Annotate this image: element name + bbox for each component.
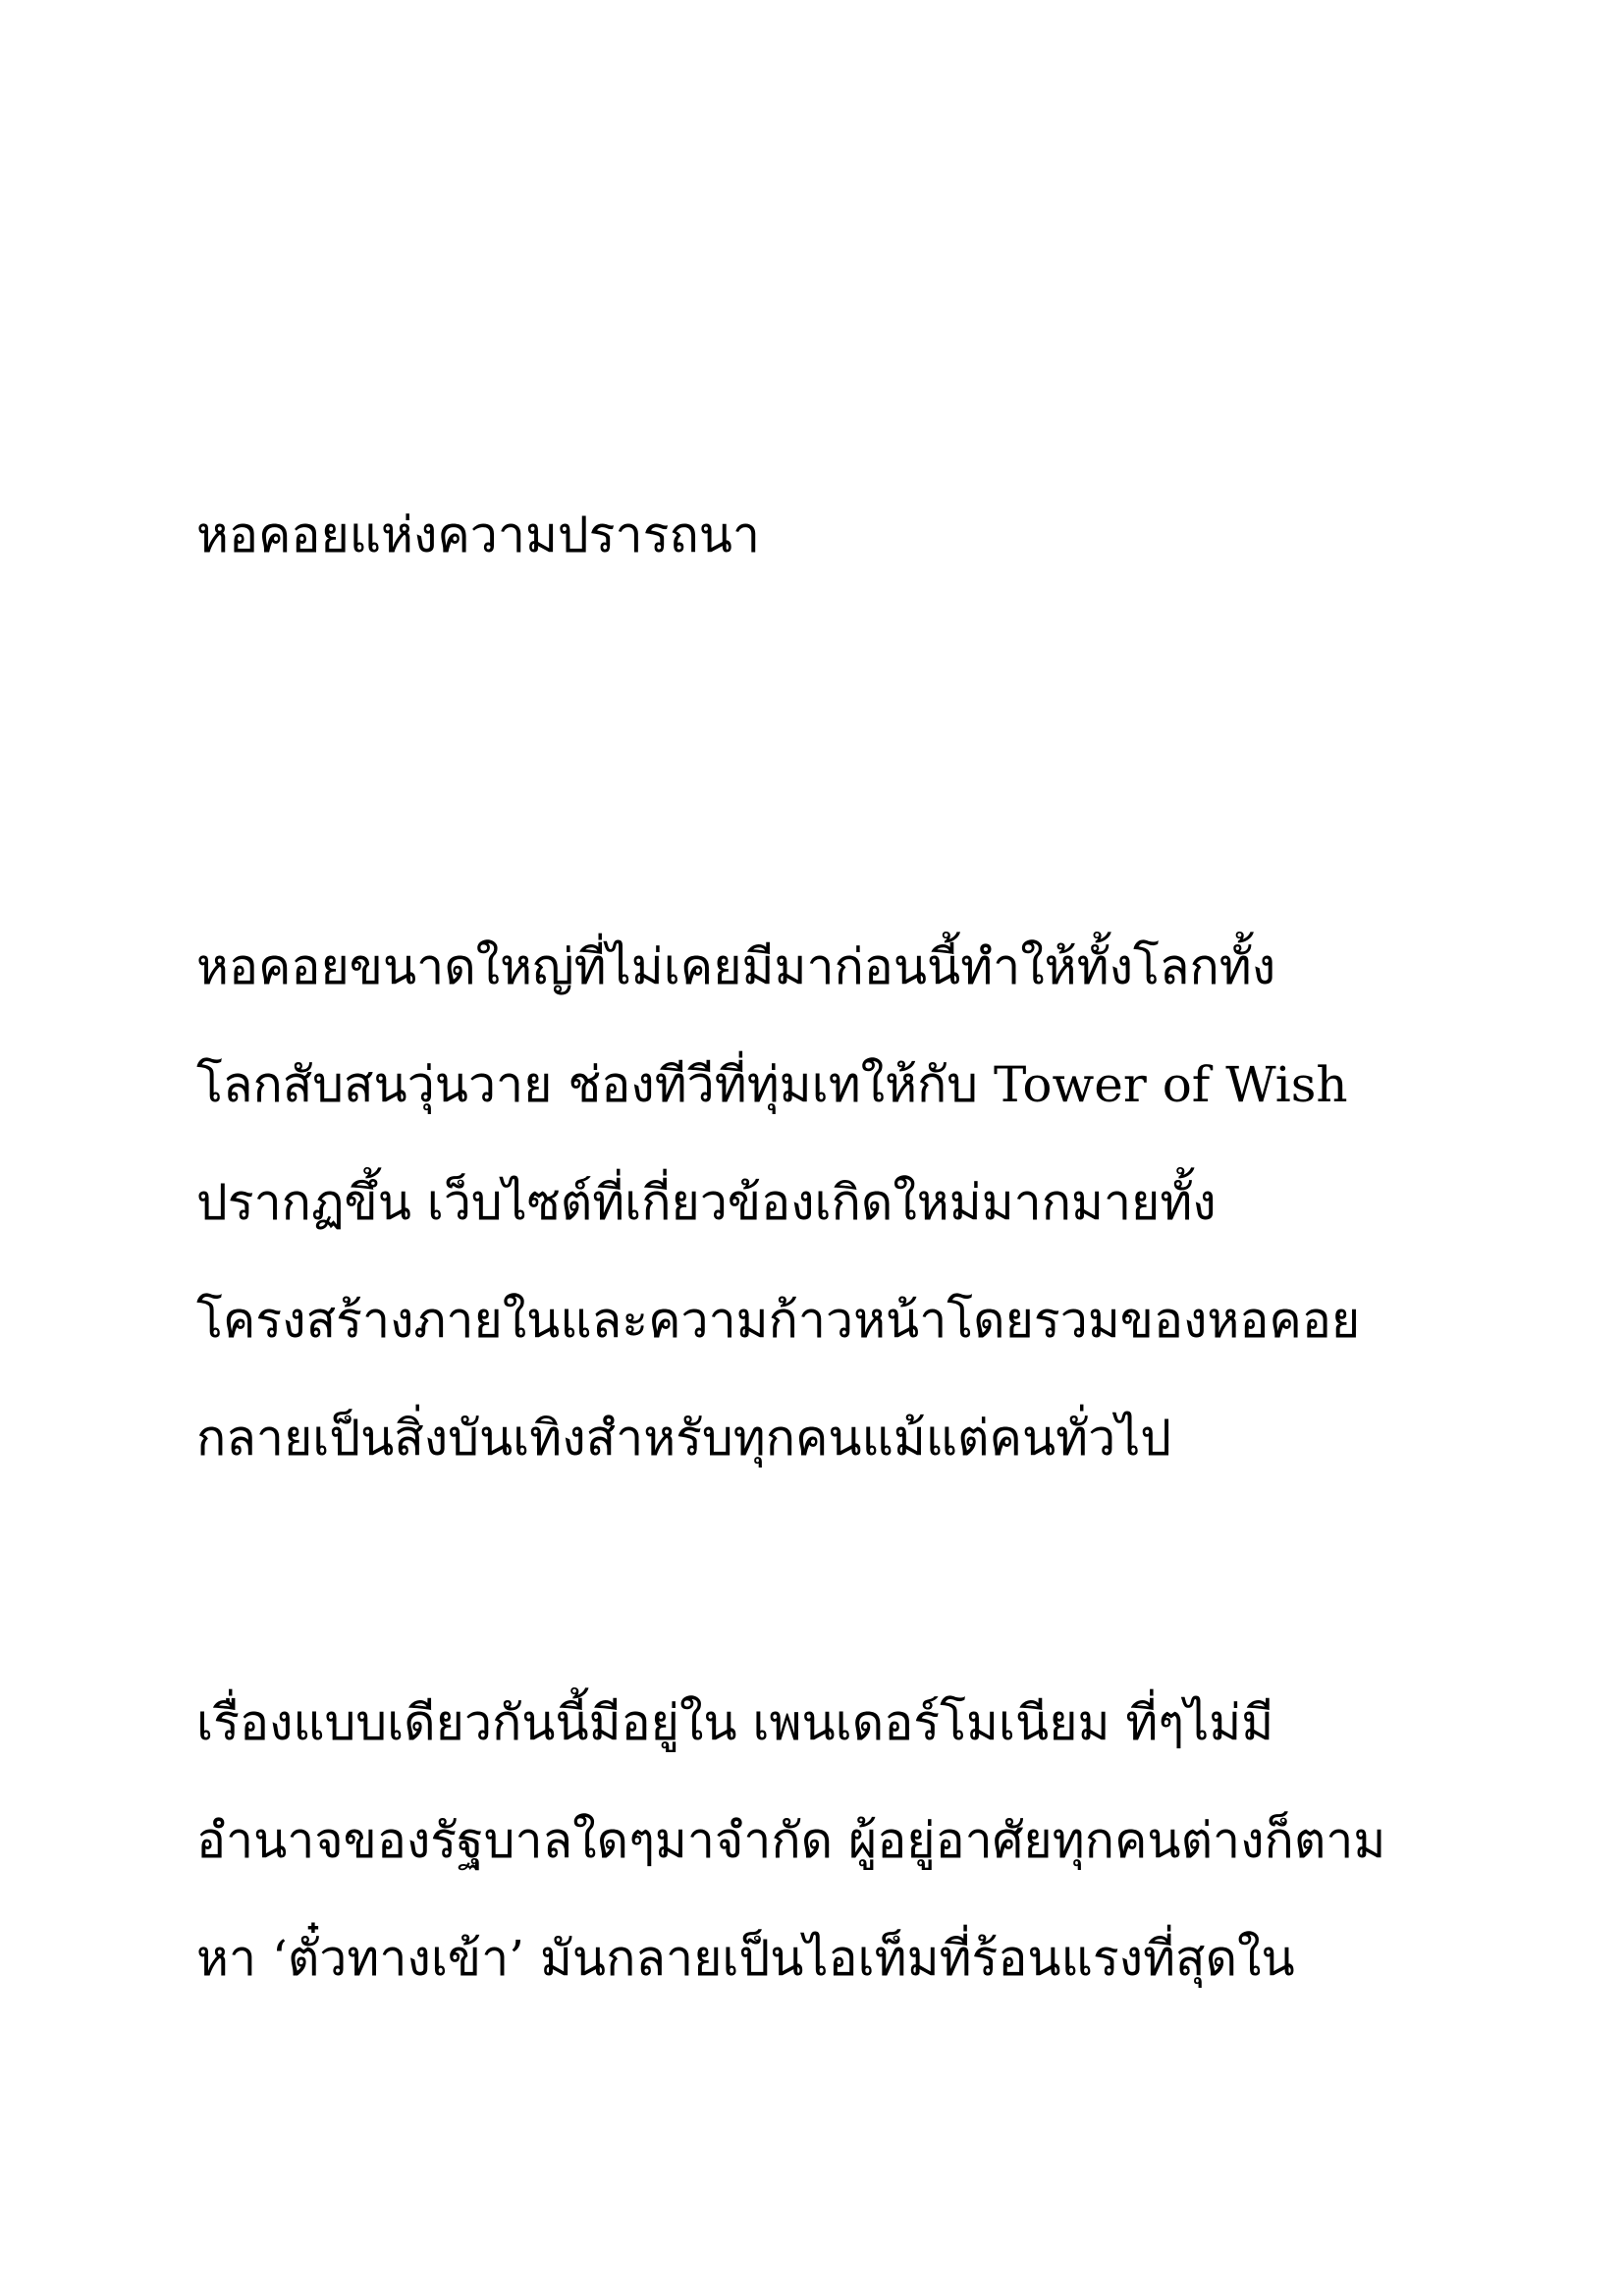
paragraph-1-line-4: โครงสร้างภายในและความก้าวหน้าโดยรวมของหอคอย [196, 1292, 1361, 1349]
paragraph-1-line-1: หอคอยขนาดใหญ่ที่ไม่เคยมีมาก่อนนี้ทำให้ทั้งโลกทั้ง [196, 938, 1276, 995]
paragraph-2-line-1: เรื่องแบบเดียวกันนี้มีอยู่ใน เพนเดอร์โมเนียม ที่ๆไม่มี [196, 1694, 1274, 1751]
document-title: หอคอยแห่งความปรารถนา [196, 507, 760, 563]
paragraph-1-line-5: กลายเป็นสิ่งบันเทิงสำหรับทุกคนแม้แต่คนทั่วไป [196, 1410, 1172, 1467]
paragraph-1-line-3: ปรากฏขึ้น เว็บไซต์ที่เกี่ยวข้องเกิดใหม่มากมายทั้ง [196, 1174, 1217, 1231]
paragraph-1-line-2: โลกสับสนวุ่นวาย ช่องทีวีที่ทุ่มเทให้กับ Tower of Wish [196, 1056, 1348, 1113]
paragraph-2-line-3: หา ‘ตั๋วทางเข้า’ มันกลายเป็นไอเท็มที่ร้อนแรงที่สุดใน [196, 1930, 1295, 1987]
paragraph-2-line-2: อำนาจของรัฐบาลใดๆมาจำกัด ผู้อยู่อาศัยทุกคนต่างก็ตาม [196, 1812, 1386, 1869]
